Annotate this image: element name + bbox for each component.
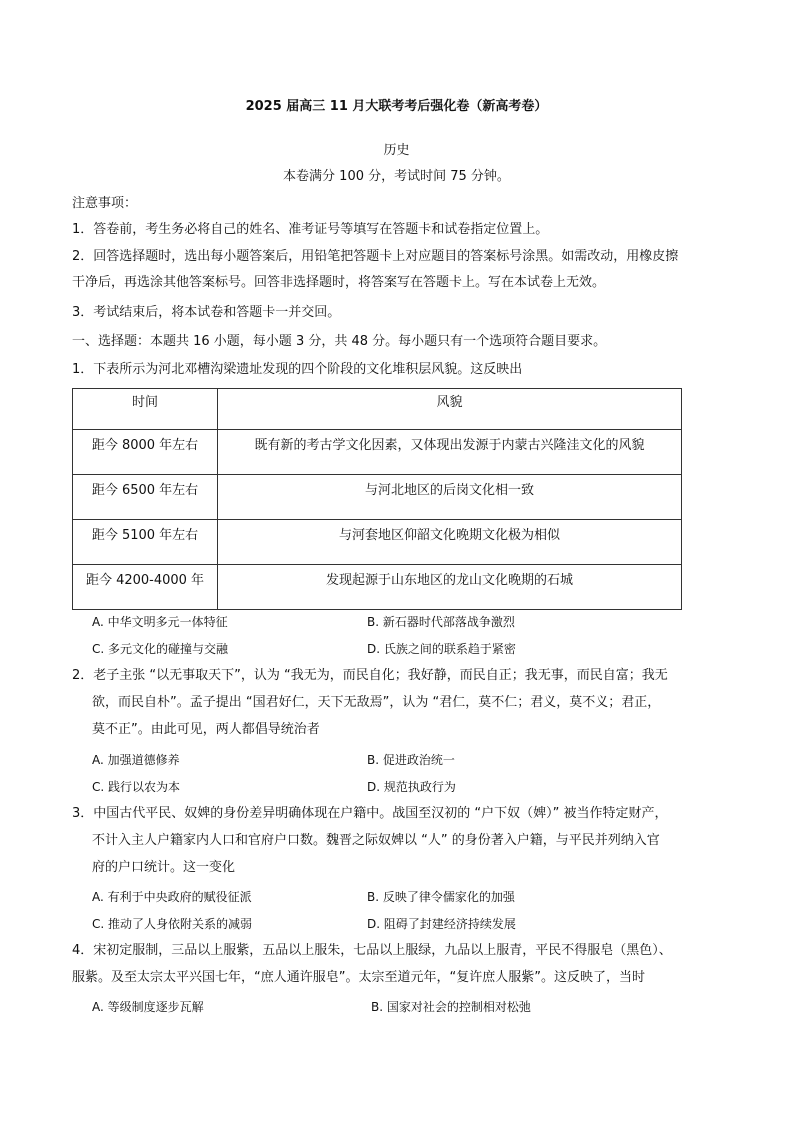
q4-option-b: B. 国家对社会的控制相对松弛 xyxy=(371,1000,531,1014)
exam-title: 2025 届高三 11 月大联考考后强化卷（新高考卷） xyxy=(245,99,548,114)
q4-stem-line-1: 4．宋初定服制，三品以上服紫，五品以上服朱，七品以上服绿，九品以上服青，平民不得服皂（黑色）、 xyxy=(72,943,672,958)
table-cell-feature: 发现起源于山东地区的龙山文化晚期的石城 xyxy=(218,565,682,610)
table-row xyxy=(73,520,682,565)
note-2-line-1: 2．回答选择题时，选出每小题答案后，用铅笔把答题卡上对应题目的答案标号涂黑。如需改动，用橡皮擦 xyxy=(72,249,679,264)
table-cell-time: 距今 8000 年左右 xyxy=(73,430,218,475)
table-header-feature: 风貌 xyxy=(218,389,682,430)
q3-stem-line-3: 府的户口统计。这一变化 xyxy=(92,860,236,875)
section-1-heading: 一、选择题：本题共 16 小题，每小题 3 分，共 48 分。每小题只有一个选项符合题目要求。 xyxy=(72,334,607,349)
q2-option-a: A. 加强道德修养 xyxy=(92,753,180,767)
q3-stem-line-1: 3．中国古代平民、奴婢的身份差异明确体现在户籍中。战国至汉初的 “户下奴（婢）” 被当作特定财产， xyxy=(72,806,668,821)
note-3: 3．考试结束后，将本试卷和答题卡一并交回。 xyxy=(72,305,341,320)
table-cell-feature: 与河套地区仰韶文化晚期文化极为相似 xyxy=(218,520,682,565)
q1-option-a: A. 中华文明多元一体特征 xyxy=(92,615,228,629)
note-2-line-2: 干净后，再选涂其他答案标号。回答非选择题时，将答案写在答题卡上。写在本试卷上无效。 xyxy=(72,275,606,290)
table-cell-time: 距今 6500 年左右 xyxy=(73,475,218,520)
table-row xyxy=(73,565,682,610)
q2-option-c: C. 践行以农为本 xyxy=(92,780,181,794)
q1-option-d: D. 氏族之间的联系趋于紧密 xyxy=(367,642,516,656)
q3-option-c: C. 推动了人身依附关系的减弱 xyxy=(92,917,253,931)
exam-info: 本卷满分 100 分，考试时间 75 分钟。 xyxy=(283,169,510,184)
table-cell-feature: 既有新的考古学文化因素，又体现出发源于内蒙古兴隆洼文化的风貌 xyxy=(218,430,682,475)
q1-option-b: B. 新石器时代部落战争激烈 xyxy=(367,615,515,629)
subject-title: 历史 xyxy=(383,143,410,158)
q4-option-a: A. 等级制度逐步瓦解 xyxy=(92,1000,204,1014)
q1-option-c: C. 多元文化的碰撞与交融 xyxy=(92,642,229,656)
table-cell-feature: 与河北地区的后岗文化相一致 xyxy=(218,475,682,520)
q2-option-b: B. 促进政治统一 xyxy=(367,753,455,767)
q4-stem-line-2: 服紫。及至太宗太平兴国七年，“庶人通许服皂”。太宗至道元年，“复许庶人服紫”。这反映了，当时 xyxy=(72,970,645,985)
q1-table xyxy=(72,388,682,610)
q3-option-a: A. 有利于中央政府的赋役征派 xyxy=(92,890,252,904)
note-1: 1．答卷前，考生务必将自己的姓名、准考证号等填写在答题卡和试卷指定位置上。 xyxy=(72,222,549,237)
q3-stem-line-2: 不计入主人户籍家内人口和官府户口数。魏晋之际奴婢以 “人” 的身份著入户籍，与平民并列纳入官 xyxy=(92,833,660,848)
notes-heading: 注意事项： xyxy=(72,196,138,211)
table-header-time: 时间 xyxy=(73,389,218,430)
q3-option-b: B. 反映了律令儒家化的加强 xyxy=(367,890,515,904)
table-row xyxy=(73,475,682,520)
q2-stem-line-3: 莫不正”。由此可见，两人都倡导统治者 xyxy=(92,722,320,737)
q2-option-d: D. 规范执政行为 xyxy=(367,780,456,794)
q3-option-d: D. 阻碍了封建经济持续发展 xyxy=(367,917,516,931)
table-cell-time: 距今 4200-4000 年 xyxy=(73,565,218,610)
q2-stem-line-2: 欲，而民自朴”。孟子提出 “国君好仁，天下无敌焉”，认为 “君仁，莫不仁；君义，莫不义；君正， xyxy=(92,695,661,710)
table-header-row xyxy=(73,389,682,430)
q2-stem-line-1: 2．老子主张 “以无事取天下”，认为 “我无为，而民自化；我好静，而民自正；我无事，而民自富；我无 xyxy=(72,668,668,683)
table-row xyxy=(73,430,682,475)
q1-stem: 1．下表所示为河北邓槽沟梁遗址发现的四个阶段的文化堆积层风貌。这反映出 xyxy=(72,362,523,377)
table-cell-time: 距今 5100 年左右 xyxy=(73,520,218,565)
